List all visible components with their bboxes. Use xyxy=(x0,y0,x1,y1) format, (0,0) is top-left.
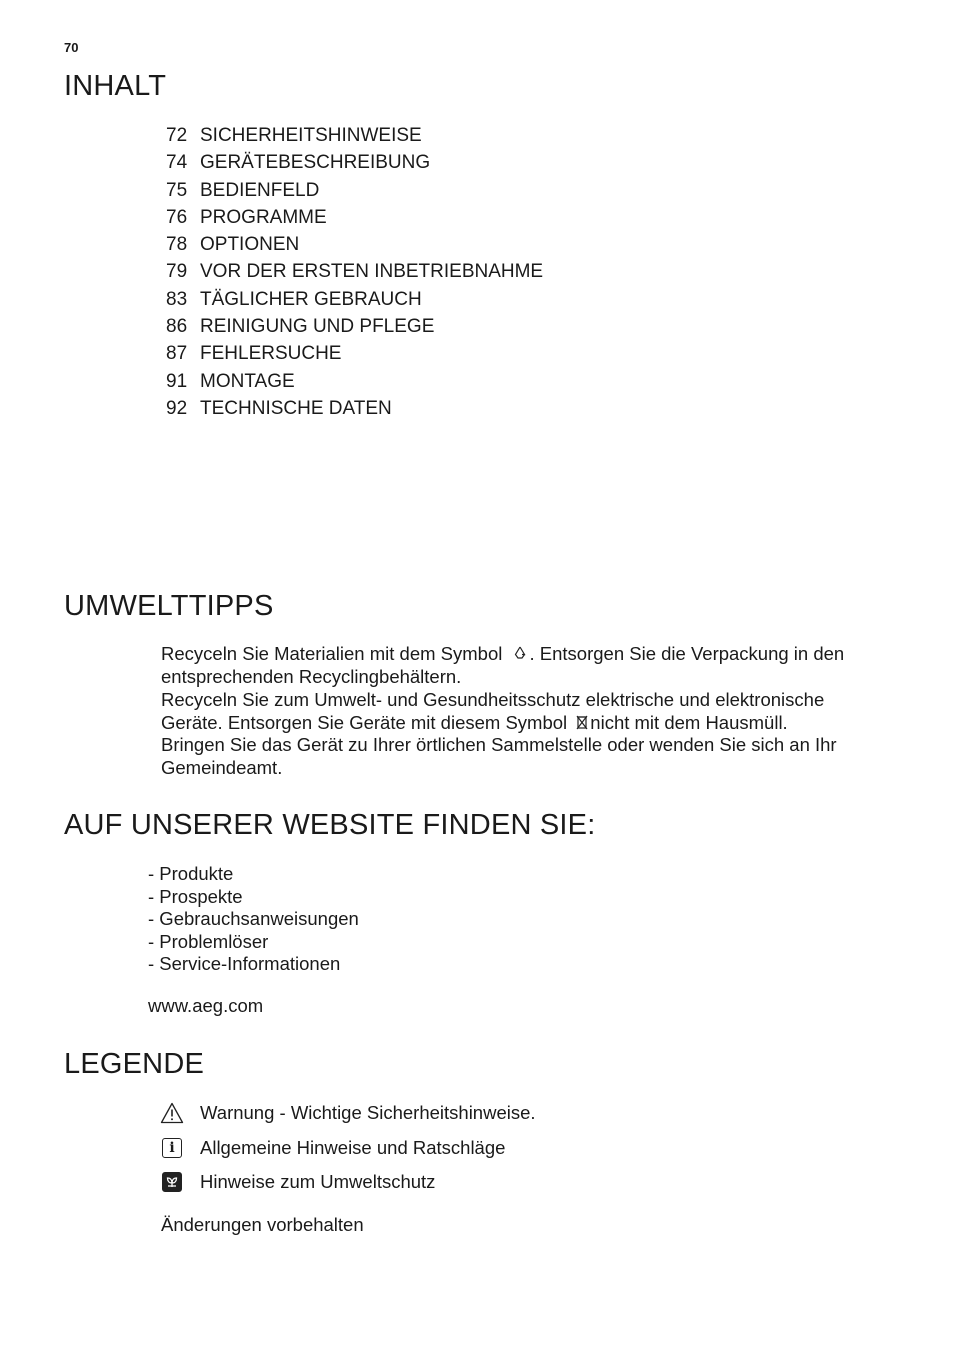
legend-item-info xyxy=(160,1133,505,1163)
toc-item[interactable] xyxy=(166,204,543,231)
toc-label: PROGRAMME xyxy=(200,206,327,228)
toc-item[interactable] xyxy=(166,258,543,285)
warning-triangle-icon xyxy=(160,1101,184,1125)
list-item: - Produkte xyxy=(148,863,234,884)
toc-label: TÄGLICHER GEBRAUCH xyxy=(200,288,422,310)
text-line: entsprechenden Recyclingbehältern. xyxy=(161,665,462,687)
info-icon: i xyxy=(160,1136,184,1160)
toc-item[interactable] xyxy=(166,395,543,422)
toc-label: VOR DER ERSTEN INBETRIEBNAHME xyxy=(200,261,544,283)
toc-item[interactable] xyxy=(166,286,543,313)
list-item: - Gebrauchsanweisungen xyxy=(148,908,359,930)
toc-label: BEDIENFELD xyxy=(200,179,320,201)
environment-icon xyxy=(160,1170,184,1194)
toc-page: 72 xyxy=(166,125,188,146)
toc-page: 78 xyxy=(166,234,188,256)
legend-item-warning xyxy=(160,1098,536,1128)
toc-item[interactable] xyxy=(166,122,543,149)
list-item: - Prospekte xyxy=(148,885,243,907)
text-line: . Entsorgen Sie die Verpackung in den xyxy=(529,643,845,664)
toc-label: SICHERHEITSHINWEISE xyxy=(200,125,422,146)
toc-label: GERÄTEBESCHREIBUNG xyxy=(200,152,431,174)
page-number: 70 xyxy=(64,40,79,55)
toc-label: TECHNISCHE DATEN xyxy=(200,397,392,419)
toc-item[interactable] xyxy=(166,177,543,204)
legend-label: Warnung - Wichtige Sicherheitshinweise. xyxy=(200,1102,536,1123)
legend-item-environment xyxy=(160,1167,435,1197)
toc-label: REINIGUNG UND PFLEGE xyxy=(200,316,435,338)
footer-note: Änderungen vorbehalten xyxy=(161,1214,364,1235)
text-line: nicht mit dem Hausmüll. xyxy=(590,711,788,733)
website-title: AUF UNSERER WEBSITE FINDEN SIE: xyxy=(64,809,596,841)
table-of-contents xyxy=(166,122,543,422)
toc-label: OPTIONEN xyxy=(200,234,300,256)
website-url[interactable]: www.aeg.com xyxy=(148,995,264,1016)
text-line: Bringen Sie das Gerät zu Ihrer örtlichen Sammelstelle oder wenden Sie sich an Ihr xyxy=(161,734,837,755)
toc-label: FEHLERSUCHE xyxy=(200,343,342,365)
text-line: Recyceln Sie zum Umwelt- und Gesundheitsschutz elektrische und elektronische xyxy=(161,689,825,710)
text-line: Gemeindeamt. xyxy=(161,756,283,778)
toc-item[interactable] xyxy=(166,368,543,395)
inhalt-title: INHALT xyxy=(64,70,167,102)
toc-item[interactable] xyxy=(166,340,543,367)
toc-page: 92 xyxy=(166,397,188,419)
legende-title: LEGENDE xyxy=(64,1048,204,1080)
toc-page: 86 xyxy=(166,316,188,338)
legend-label: Allgemeine Hinweise und Ratschläge xyxy=(200,1137,506,1158)
toc-label: MONTAGE xyxy=(200,370,295,392)
list-item: - Problemlöser xyxy=(148,930,269,952)
toc-page: 79 xyxy=(166,261,188,283)
recycle-icon xyxy=(512,645,528,661)
toc-page: 74 xyxy=(166,152,188,174)
crossed-bin-icon xyxy=(576,714,588,730)
toc-page: 75 xyxy=(166,179,188,201)
toc-item[interactable] xyxy=(166,231,543,258)
text-line: Geräte. Entsorgen Sie Geräte mit diesem Symbol xyxy=(161,711,568,733)
toc-page: 83 xyxy=(166,288,188,310)
legend-label: Hinweise zum Umweltschutz xyxy=(200,1171,436,1192)
umwelttipps-text xyxy=(161,643,901,779)
toc-item[interactable] xyxy=(166,149,543,176)
list-item: - Service-Informationen xyxy=(148,953,341,975)
toc-item[interactable] xyxy=(166,313,543,340)
toc-page: 87 xyxy=(166,343,188,365)
toc-page: 91 xyxy=(166,370,188,392)
text-line: Recyceln Sie Materialien mit dem Symbol xyxy=(161,643,503,664)
website-list xyxy=(148,863,359,976)
umwelttipps-title: UMWELTTIPPS xyxy=(64,590,274,622)
toc-page: 76 xyxy=(166,206,188,228)
